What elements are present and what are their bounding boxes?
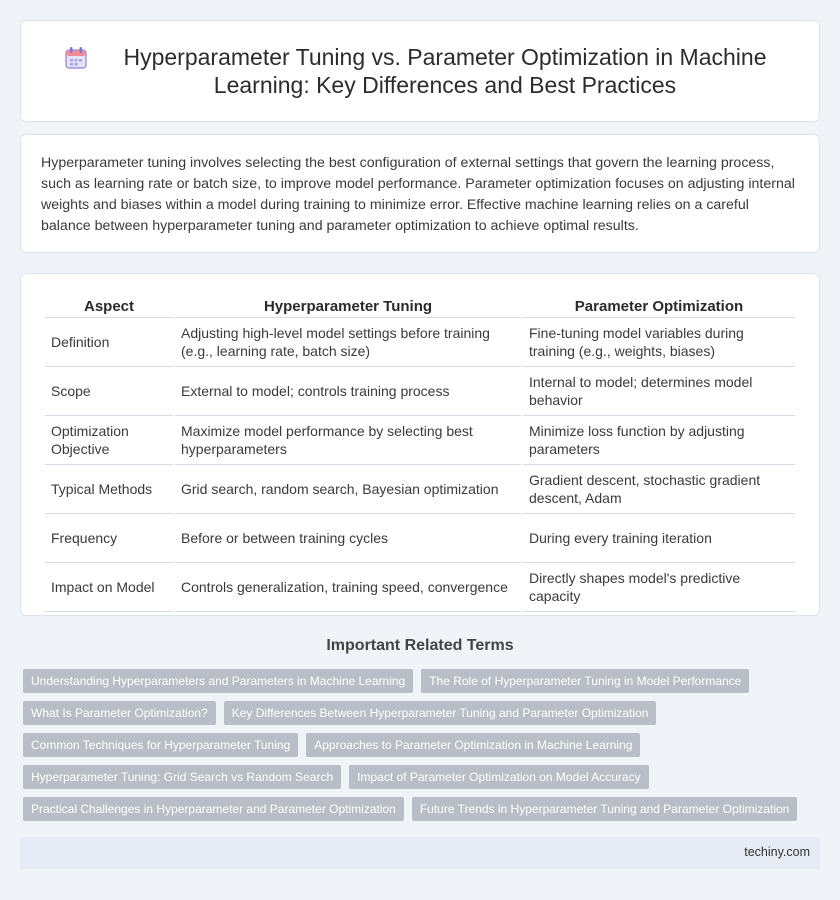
header-hyperparameter-tuning: Hyperparameter Tuning xyxy=(175,294,521,318)
row-parameter-cell: During every training iteration xyxy=(523,514,795,563)
row-hyperparameter-cell: Controls generalization, training speed, convergence xyxy=(175,563,521,612)
footer xyxy=(20,837,820,869)
summary-card xyxy=(20,134,820,253)
header-aspect: Aspect xyxy=(45,294,173,318)
related-term-tag[interactable]: Practical Challenges in Hyperparameter and Parameter Optimization xyxy=(23,797,404,821)
related-term-tag[interactable]: Key Differences Between Hyperparameter Tuning and Parameter Optimization xyxy=(224,701,657,725)
header-parameter-optimization: Parameter Optimization xyxy=(523,294,795,318)
row-aspect: Scope xyxy=(45,367,173,416)
related-term-tag[interactable]: Impact of Parameter Optimization on Model Accuracy xyxy=(349,765,648,789)
related-term-tag[interactable]: Hyperparameter Tuning: Grid Search vs Random Search xyxy=(23,765,341,789)
table-row xyxy=(45,318,795,367)
related-terms-heading: Important Related Terms xyxy=(326,637,514,654)
comparison-table xyxy=(43,294,797,612)
row-parameter-cell: Minimize loss function by adjusting parameters xyxy=(523,416,795,465)
row-parameter-cell: Gradient descent, stochastic gradient descent, Adam xyxy=(523,465,795,514)
row-hyperparameter-cell: Adjusting high-level model settings before training (e.g., learning rate, batch size) xyxy=(175,318,521,367)
row-aspect: Definition xyxy=(45,318,173,367)
related-terms-list xyxy=(23,669,823,821)
related-term-tag[interactable]: Approaches to Parameter Optimization in Machine Learning xyxy=(306,733,640,757)
row-parameter-cell: Directly shapes model's predictive capacity xyxy=(523,563,795,612)
related-term-tag[interactable]: Future Trends in Hyperparameter Tuning and Parameter Optimization xyxy=(412,797,798,821)
table-row xyxy=(45,514,795,563)
footer-site-link[interactable]: techiny.com xyxy=(744,845,810,859)
row-aspect: Typical Methods xyxy=(45,465,173,514)
table-row xyxy=(45,563,795,612)
summary-text: Hyperparameter tuning involves selecting the best configuration of external settings that govern the learning process, such as learning rate or batch size, to improve model performance. Parameter optimization focuses on adjusting internal weights and biases within a model during training to minimize error. Effective machine learning relies on a careful balance between hyperparameter tuning and parameter optimization to achieve optimal results. xyxy=(41,155,795,234)
row-hyperparameter-cell: External to model; controls training process xyxy=(175,367,521,416)
row-aspect: Frequency xyxy=(45,514,173,563)
table-header-row xyxy=(45,294,795,318)
page-title: Hyperparameter Tuning vs. Parameter Optimization in Machine Learning: Key Differences and Best Practices xyxy=(123,44,767,98)
row-hyperparameter-cell: Maximize model performance by selecting best hyperparameters xyxy=(175,416,521,465)
row-aspect: Impact on Model xyxy=(45,563,173,612)
header-card xyxy=(20,20,820,122)
row-hyperparameter-cell: Grid search, random search, Bayesian optimization xyxy=(175,465,521,514)
comparison-card xyxy=(20,273,820,616)
table-row xyxy=(45,465,795,514)
related-term-tag[interactable]: Understanding Hyperparameters and Parameters in Machine Learning xyxy=(23,669,413,693)
related-term-tag[interactable]: Common Techniques for Hyperparameter Tuning xyxy=(23,733,298,757)
row-aspect: Optimization Objective xyxy=(45,416,173,465)
row-parameter-cell: Internal to model; determines model behavior xyxy=(523,367,795,416)
table-row xyxy=(45,367,795,416)
related-term-tag[interactable]: What Is Parameter Optimization? xyxy=(23,701,216,725)
related-term-tag[interactable]: The Role of Hyperparameter Tuning in Model Performance xyxy=(421,669,749,693)
table-row xyxy=(45,416,795,465)
row-hyperparameter-cell: Before or between training cycles xyxy=(175,514,521,563)
row-parameter-cell: Fine-tuning model variables during training (e.g., weights, biases) xyxy=(523,318,795,367)
